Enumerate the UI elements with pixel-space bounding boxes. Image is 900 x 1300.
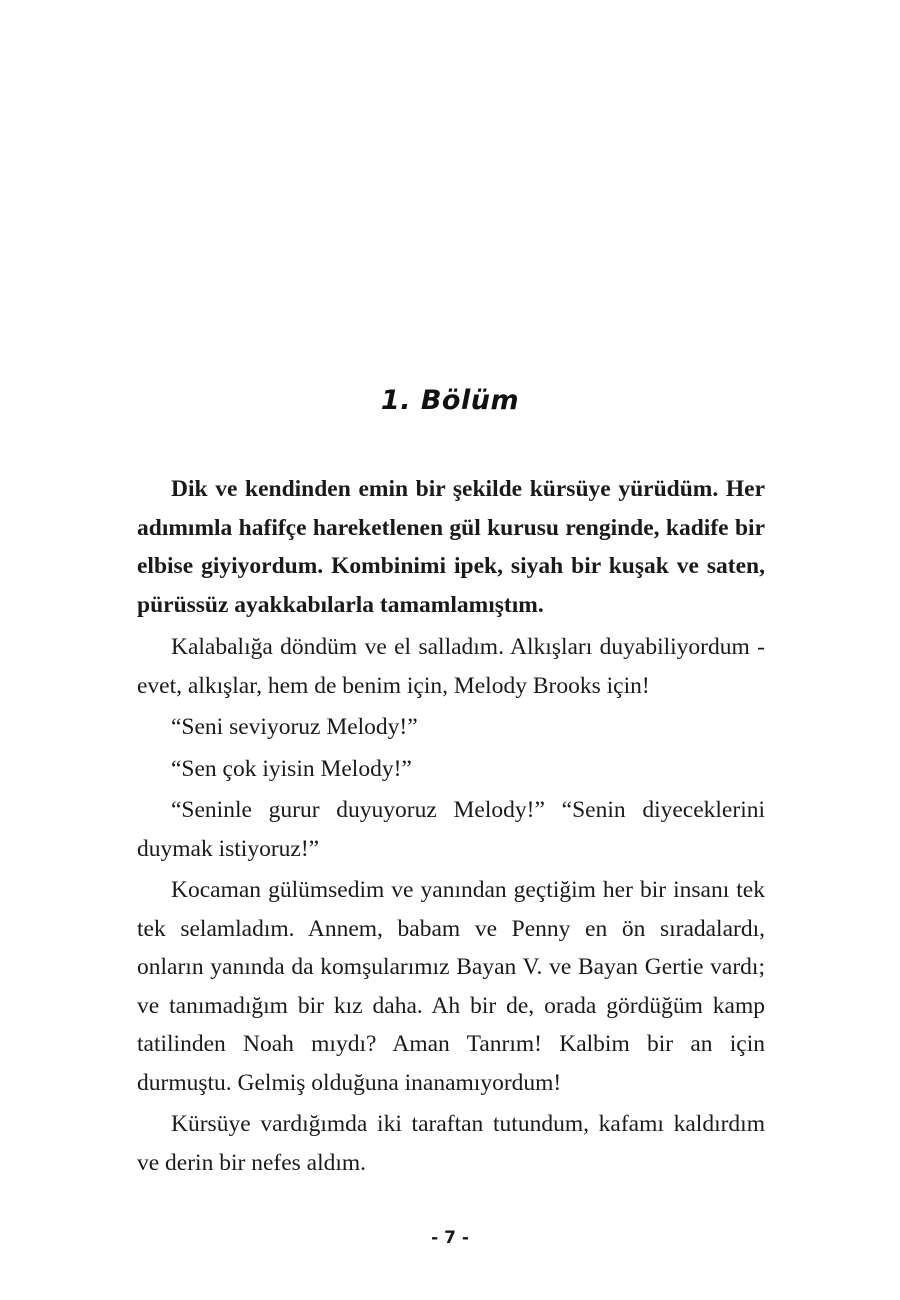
paragraph-dialogue: “Seni seviyoruz Melody!” [171,714,418,740]
page-number: - 7 - [431,1228,469,1248]
paragraph-dialogue: “Sen çok iyisin Melody!” [171,755,412,782]
chapter-body [137,470,765,1185]
paragraph-opening: Dik ve kendinden emin bir şekilde kürsüye yürüdüm. Her adımımla hafifçe hareketlenen gül kurusu renginde, kadife bir elbise giyiyordum. Kombinimi ipek, siyah bir kuşak ve saten, pürüssüz ayakkabılarla tamamlamıştım. [137,476,765,618]
paragraph: Kalabalığa döndüm ve el salladım. Alkışları duyabiliyordum -evet, alkışlar, hem de benim için, Melody Brooks için! [137,634,765,699]
paragraph: Kocaman gülümsedim ve yanından geçtiğim her bir insanı tek tek selamladım. Annem, babam ve Penny en ön sıradalardı, onların yanında da komşularımız Bayan V. ve Bayan Gertie vardı; ve tanımadığım bir kız daha. Ah bir de, orada gördüğüm kamp tatilinden Noah mıydı? Aman Tanrım! Kalbim bir an için durmuştu. Gelmiş olduğuna inanamıyordum! [137,877,765,1096]
paragraph-dialogue: “Seninle gurur duyuyoruz Melody!” “Senin diyeceklerini duymak istiyoruz!” [137,797,765,862]
paragraph: Kürsüye vardığımda iki taraftan tutundum, kafamı kaldırdım ve derin bir nefes aldım. [137,1111,765,1176]
chapter-title: 1. Bölüm [380,385,520,416]
